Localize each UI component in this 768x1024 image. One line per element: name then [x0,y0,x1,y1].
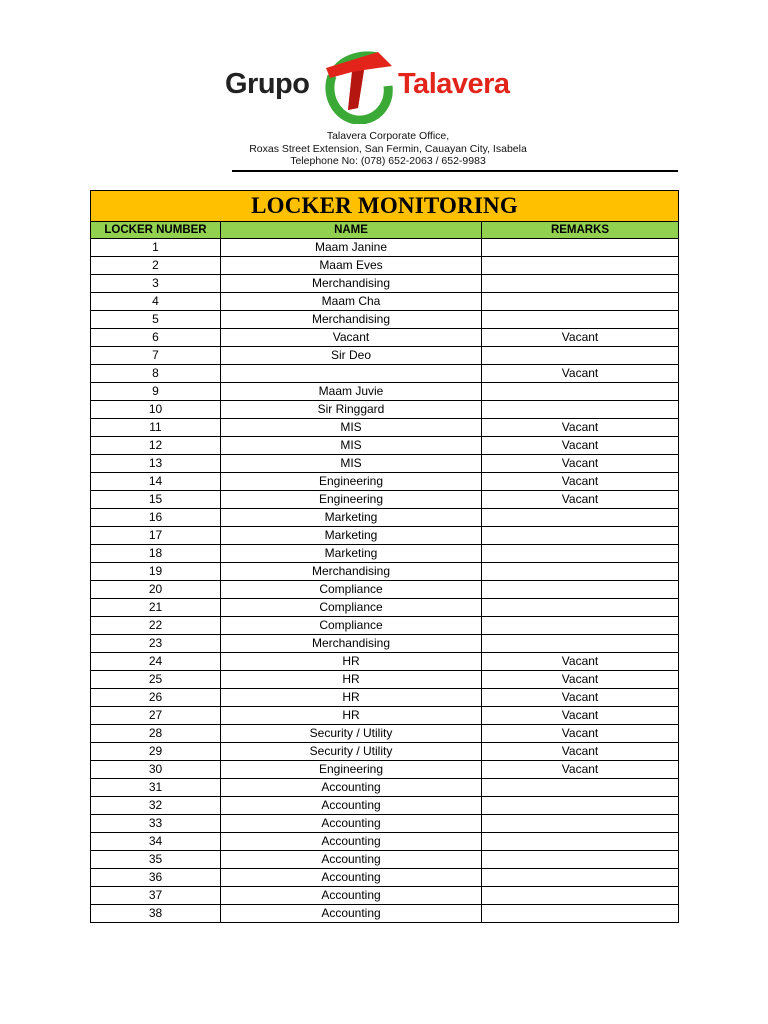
locker-number-cell: 25 [91,671,221,689]
table-row [91,509,679,527]
remarks-cell: Vacant [482,473,679,491]
remarks-cell: Vacant [482,743,679,761]
table-row [91,347,679,365]
name-cell: Accounting [221,869,482,887]
name-cell: HR [221,689,482,707]
remarks-cell [482,581,679,599]
table-row [91,707,679,725]
remarks-cell [482,239,679,257]
name-cell: Merchandising [221,635,482,653]
remarks-cell: Vacant [482,329,679,347]
address-line: Roxas Street Extension, San Fermin, Cauayan City, Isabela [249,142,527,155]
remarks-cell [482,293,679,311]
table-title-row [91,191,679,222]
locker-number-cell: 38 [91,905,221,923]
remarks-cell [482,347,679,365]
table-row [91,635,679,653]
locker-number-cell: 18 [91,545,221,563]
locker-number-cell: 12 [91,437,221,455]
remarks-cell [482,797,679,815]
name-cell: Sir Deo [221,347,482,365]
remarks-cell [482,887,679,905]
name-cell: Accounting [221,905,482,923]
remarks-cell: Vacant [482,761,679,779]
remarks-cell: Vacant [482,671,679,689]
remarks-cell [482,617,679,635]
table-row [91,653,679,671]
locker-number-cell: 28 [91,725,221,743]
table-row [91,563,679,581]
name-cell: Maam Janine [221,239,482,257]
table-row [91,275,679,293]
column-header-remarks: REMARKS [482,222,679,239]
remarks-cell [482,527,679,545]
table-row [91,455,679,473]
remarks-cell: Vacant [482,365,679,383]
address-line: Talavera Corporate Office, [326,130,450,142]
locker-number-cell: 13 [91,455,221,473]
locker-number-cell: 8 [91,365,221,383]
locker-number-cell: 1 [91,239,221,257]
remarks-cell [482,599,679,617]
locker-number-cell: 31 [91,779,221,797]
talavera-t-emblem-icon [318,46,398,124]
name-cell: Engineering [221,761,482,779]
name-cell: Accounting [221,797,482,815]
locker-number-cell: 7 [91,347,221,365]
locker-number-cell: 14 [91,473,221,491]
remarks-cell: Vacant [482,689,679,707]
remarks-cell [482,311,679,329]
name-cell: HR [221,707,482,725]
locker-number-cell: 32 [91,797,221,815]
remarks-cell [482,905,679,923]
table-row [91,851,679,869]
name-cell: Accounting [221,815,482,833]
remarks-cell [482,275,679,293]
office-address [0,130,768,168]
name-cell: Vacant [221,329,482,347]
name-cell: HR [221,671,482,689]
locker-number-cell: 5 [91,311,221,329]
table-row [91,617,679,635]
locker-number-cell: 34 [91,833,221,851]
locker-number-cell: 19 [91,563,221,581]
table-row [91,815,679,833]
remarks-cell [482,257,679,275]
locker-number-cell: 6 [91,329,221,347]
table-row [91,887,679,905]
locker-table-container [90,190,678,923]
table-title: LOCKER MONITORING [91,191,679,222]
table-row [91,581,679,599]
name-cell: MIS [221,437,482,455]
name-cell: MIS [221,419,482,437]
remarks-cell [482,851,679,869]
remarks-cell [482,833,679,851]
name-cell: Merchandising [221,275,482,293]
locker-number-cell: 16 [91,509,221,527]
remarks-cell [482,635,679,653]
locker-number-cell: 30 [91,761,221,779]
remarks-cell [482,383,679,401]
table-row [91,383,679,401]
name-cell: Marketing [221,509,482,527]
locker-number-cell: 24 [91,653,221,671]
table-row [91,527,679,545]
table-row [91,743,679,761]
table-row [91,293,679,311]
locker-number-cell: 36 [91,869,221,887]
remarks-cell [482,815,679,833]
locker-monitoring-table [90,190,679,923]
remarks-cell [482,401,679,419]
table-header-row [91,222,679,239]
name-cell: Accounting [221,779,482,797]
telephone-line: Telephone No: (078) 652-2063 / 652-9983 [290,155,486,167]
name-cell: Maam Eves [221,257,482,275]
name-cell: Merchandising [221,311,482,329]
locker-number-cell: 29 [91,743,221,761]
remarks-cell [482,563,679,581]
locker-number-cell: 17 [91,527,221,545]
locker-number-cell: 15 [91,491,221,509]
table-row [91,689,679,707]
column-header-name: NAME [221,222,482,239]
table-row [91,419,679,437]
name-cell: Security / Utility [221,725,482,743]
table-row [91,491,679,509]
name-cell: HR [221,653,482,671]
logo-word-grupo: Grupo [225,68,310,100]
logo-word-talavera: Talavera [398,68,510,100]
name-cell: Marketing [221,527,482,545]
name-cell: Accounting [221,851,482,869]
table-row [91,311,679,329]
remarks-cell: Vacant [482,419,679,437]
locker-number-cell: 4 [91,293,221,311]
name-cell: Compliance [221,581,482,599]
remarks-cell [482,509,679,527]
remarks-cell: Vacant [482,455,679,473]
grupo-talavera-logo [222,46,552,126]
remarks-cell: Vacant [482,725,679,743]
table-row [91,401,679,419]
name-cell: MIS [221,455,482,473]
locker-number-cell: 21 [91,599,221,617]
remarks-cell: Vacant [482,437,679,455]
locker-number-cell: 2 [91,257,221,275]
locker-number-cell: 23 [91,635,221,653]
name-cell: Engineering [221,491,482,509]
locker-number-cell: 26 [91,689,221,707]
locker-number-cell: 3 [91,275,221,293]
table-row [91,833,679,851]
locker-number-cell: 10 [91,401,221,419]
name-cell: Maam Cha [221,293,482,311]
name-cell: Security / Utility [221,743,482,761]
remarks-cell: Vacant [482,707,679,725]
table-row [91,671,679,689]
name-cell: Merchandising [221,563,482,581]
locker-number-cell: 33 [91,815,221,833]
table-row [91,437,679,455]
name-cell: Compliance [221,617,482,635]
header-divider [232,170,678,172]
table-row [91,725,679,743]
name-cell: Maam Juvie [221,383,482,401]
name-cell: Sir Ringgard [221,401,482,419]
name-cell: Accounting [221,887,482,905]
name-cell: Marketing [221,545,482,563]
remarks-cell [482,545,679,563]
locker-number-cell: 37 [91,887,221,905]
table-row [91,257,679,275]
table-row [91,905,679,923]
table-row [91,599,679,617]
table-row [91,869,679,887]
table-row [91,545,679,563]
letterhead [0,0,768,175]
column-header-locker-number: LOCKER NUMBER [91,222,221,239]
table-row [91,779,679,797]
table-row [91,797,679,815]
remarks-cell [482,869,679,887]
name-cell: Engineering [221,473,482,491]
locker-number-cell: 27 [91,707,221,725]
remarks-cell: Vacant [482,491,679,509]
table-row [91,239,679,257]
name-cell: Compliance [221,599,482,617]
name-cell: Accounting [221,833,482,851]
table-row [91,329,679,347]
locker-number-cell: 35 [91,851,221,869]
table-row [91,365,679,383]
locker-number-cell: 20 [91,581,221,599]
table-row [91,473,679,491]
table-row [91,761,679,779]
locker-number-cell: 9 [91,383,221,401]
locker-number-cell: 22 [91,617,221,635]
name-cell [221,365,482,383]
remarks-cell [482,779,679,797]
remarks-cell: Vacant [482,653,679,671]
locker-number-cell: 11 [91,419,221,437]
